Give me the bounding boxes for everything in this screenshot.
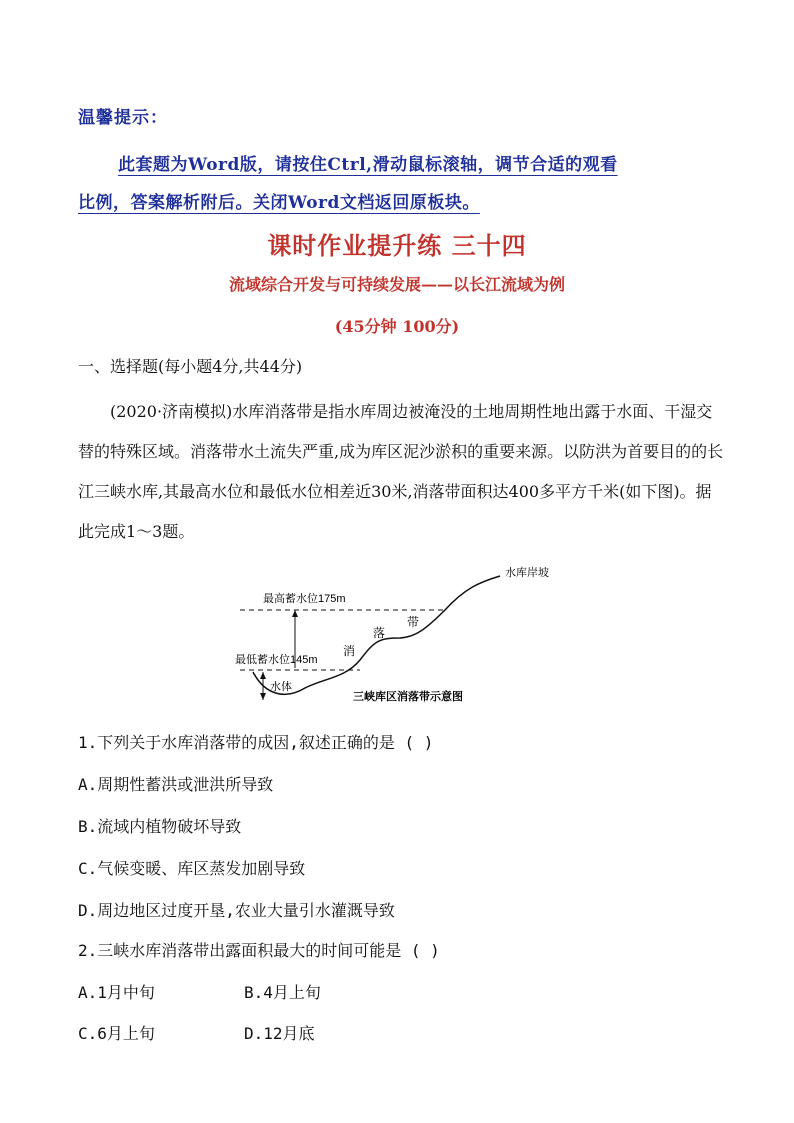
page-title: 课时作业提升练 三十四 [267, 231, 527, 260]
label-luo: 落 [373, 626, 386, 640]
question-2-option-c: C.6月上旬 [78, 1024, 155, 1043]
question-2-stem: 2.三峡水库消落带出露面积最大的时间可能是 ( ) [78, 941, 440, 960]
question-2-option-a: A.1月中旬 [78, 983, 155, 1002]
arrow-down-icon [260, 693, 266, 700]
tip-line-2: 比例，答案解析附后。关闭Word文档返回原板块。 [78, 193, 480, 213]
question-context: (2020·济南模拟)水库消落带是指水库周边被淹没的土地周期性地出露于水面、干湿交替的特殊区域。消落带水土流失严重,成为库区泥沙淤积的重要来源。以防洪为首要目的的长江三峡水库,其最高水位和最低水位相差近30米,消落带面积达400多平方千米(如下图)。据此完成1～3题。 [78, 402, 724, 541]
tip-body [78, 146, 724, 222]
drawdown-zone-diagram [225, 560, 565, 710]
question-2-option-d: D.12月底 [244, 1024, 315, 1043]
question-2-option-b: B.4月上旬 [244, 983, 321, 1002]
label-high-water: 最高蓄水位175m [263, 593, 346, 605]
page-subtitle: 流域综合开发与可持续发展——以长江流域为例 [228, 275, 565, 294]
label-bank: 水库岸坡 [505, 567, 549, 579]
label-low-water: 最低蓄水位145m [235, 654, 318, 666]
question-1-option-a: A.周期性蓄洪或泄洪所导致 [78, 775, 274, 794]
label-water-body: 水体 [270, 681, 292, 693]
arrow-up-icon [292, 610, 298, 617]
label-xiao: 消 [343, 644, 356, 658]
question-1-option-d: D.周边地区过度开垦,农业大量引水灌溉导致 [78, 901, 395, 920]
label-dai: 带 [407, 615, 420, 629]
question-1-stem: 1.下列关于水库消落带的成因,叙述正确的是 ( ) [78, 733, 434, 752]
tip-line-1: 此套题为Word版，请按住Ctrl,滑动鼠标滚轴，调节合适的观看 [118, 155, 618, 175]
diagram-caption: 三峡库区消落带示意图 [353, 691, 463, 703]
question-1-option-b: B.流域内植物破坏导致 [78, 817, 242, 836]
time-score: (45分钟 100分) [334, 317, 460, 336]
question-1-option-c: C.气候变暖、库区蒸发加剧导致 [78, 859, 306, 878]
arrow-up-icon [260, 672, 266, 679]
tip-heading: 温馨提示： [78, 108, 168, 128]
section-heading: 一、选择题(每小题4分,共44分) [78, 357, 303, 376]
